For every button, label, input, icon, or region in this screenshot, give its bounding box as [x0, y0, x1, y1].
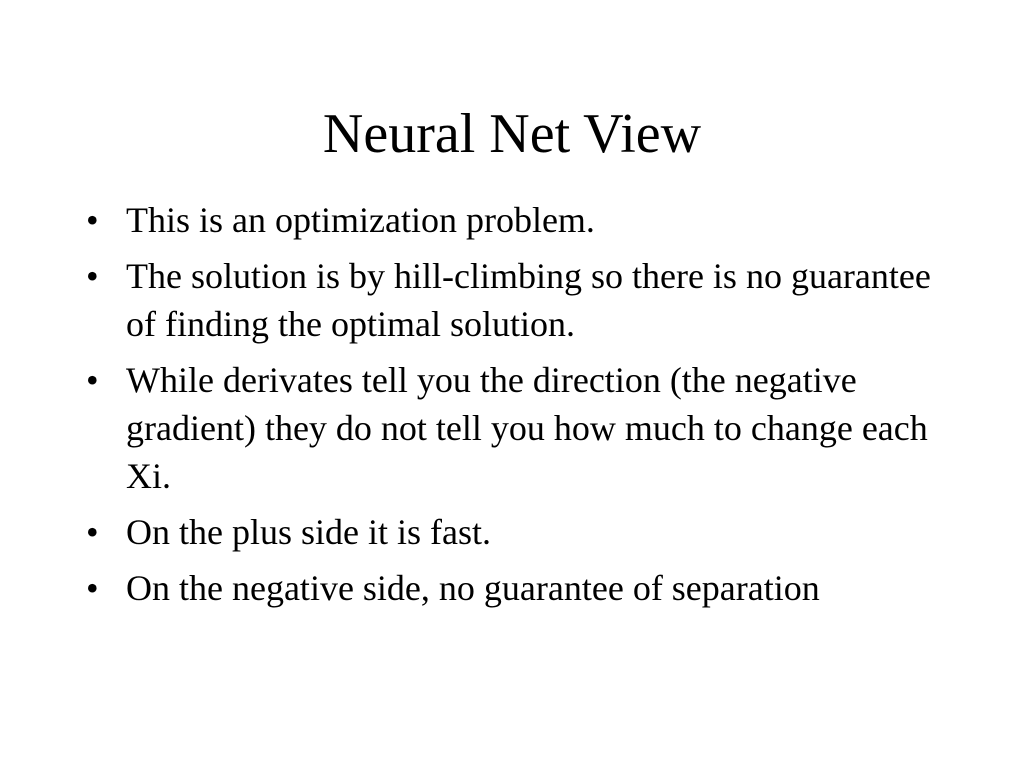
list-item — [86, 196, 966, 244]
bullet-text: This is an optimization problem. — [126, 200, 595, 240]
bullet-list — [86, 196, 966, 620]
bullet-text: The solution is by hill-climbing so there is no guarantee of finding the optimal solution. — [126, 256, 931, 344]
list-item — [86, 252, 966, 348]
bullet-marker: • — [86, 512, 99, 552]
bullet-marker: • — [86, 360, 99, 400]
bullet-marker: • — [86, 256, 99, 296]
bullet-marker: • — [86, 568, 99, 608]
list-item — [86, 564, 966, 612]
bullet-marker: • — [86, 200, 99, 240]
list-item — [86, 356, 966, 500]
bullet-text: While derivates tell you the direction (the negative gradient) they do not tell you how much to change each Xi. — [126, 360, 928, 496]
list-item — [86, 508, 966, 556]
bullet-text: On the plus side it is fast. — [126, 512, 491, 552]
slide-title: Neural Net View — [322, 103, 702, 165]
bullet-text: On the negative side, no guarantee of separation — [126, 568, 820, 608]
